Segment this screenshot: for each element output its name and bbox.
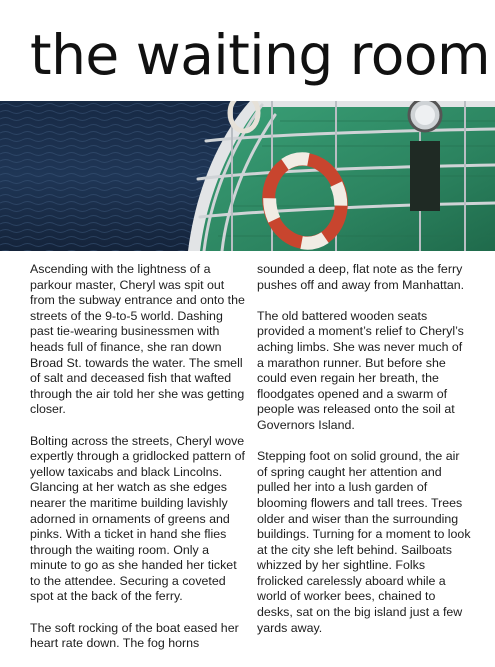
paragraph: Stepping foot on solid ground, the air of spring caught her attention and pulled her into a lush garden of blooming flowers and tall trees. Trees older and wiser than the surrounding buildings. Turning for a moment to look at the city she left behind. Sailboats whizzed by her sightline. Folks frolicked carelessly aboard while a world of worker bees, chained to desks, sat on the big island just a few yards away. — [257, 449, 471, 635]
paragraph: The soft rocking of the boat eased her heart rate down. The fog horns — [30, 620, 239, 651]
paragraph: sounded a deep, flat note as the ferry pushes off and away from Manhattan. — [257, 262, 465, 292]
paragraph: Ascending with the lightness of a parkour master, Cheryl was spit out from the subway entrance and onto the streets of the 9-to-5 world. Dashing past tie-wearing businessmen with heads full of finance, she ran down Broad St. towards the water. The smell of salt and deceased fish that wafted through the air told her she was getting closer. — [30, 262, 245, 417]
paragraph: The old battered wooden seats provided a moment’s relief to Cheryl’s aching limbs. She was never much of a marathon runner. But before she could even regain her breath, the floodgates opened and a swarm of people was released onto the soil at Governors Island. — [257, 308, 464, 432]
article-column-left — [30, 262, 245, 667]
paragraph: Bolting across the streets, Cheryl wove expertly through a gridlocked pattern of yellow taxicabs and black Lincolns. Glancing at her watch as she edges nearer the maritime building lavishly adorned in ornaments of greens and pinks. With a ticket in hand she flies through the waiting room. Only a minute to go as she handed her ticket to the attendee. Securing a coveted spot at the back of the ferry. — [30, 433, 245, 604]
ferry-photo — [0, 101, 495, 251]
page-title: the waiting room — [30, 23, 491, 87]
article-column-right — [257, 262, 472, 652]
